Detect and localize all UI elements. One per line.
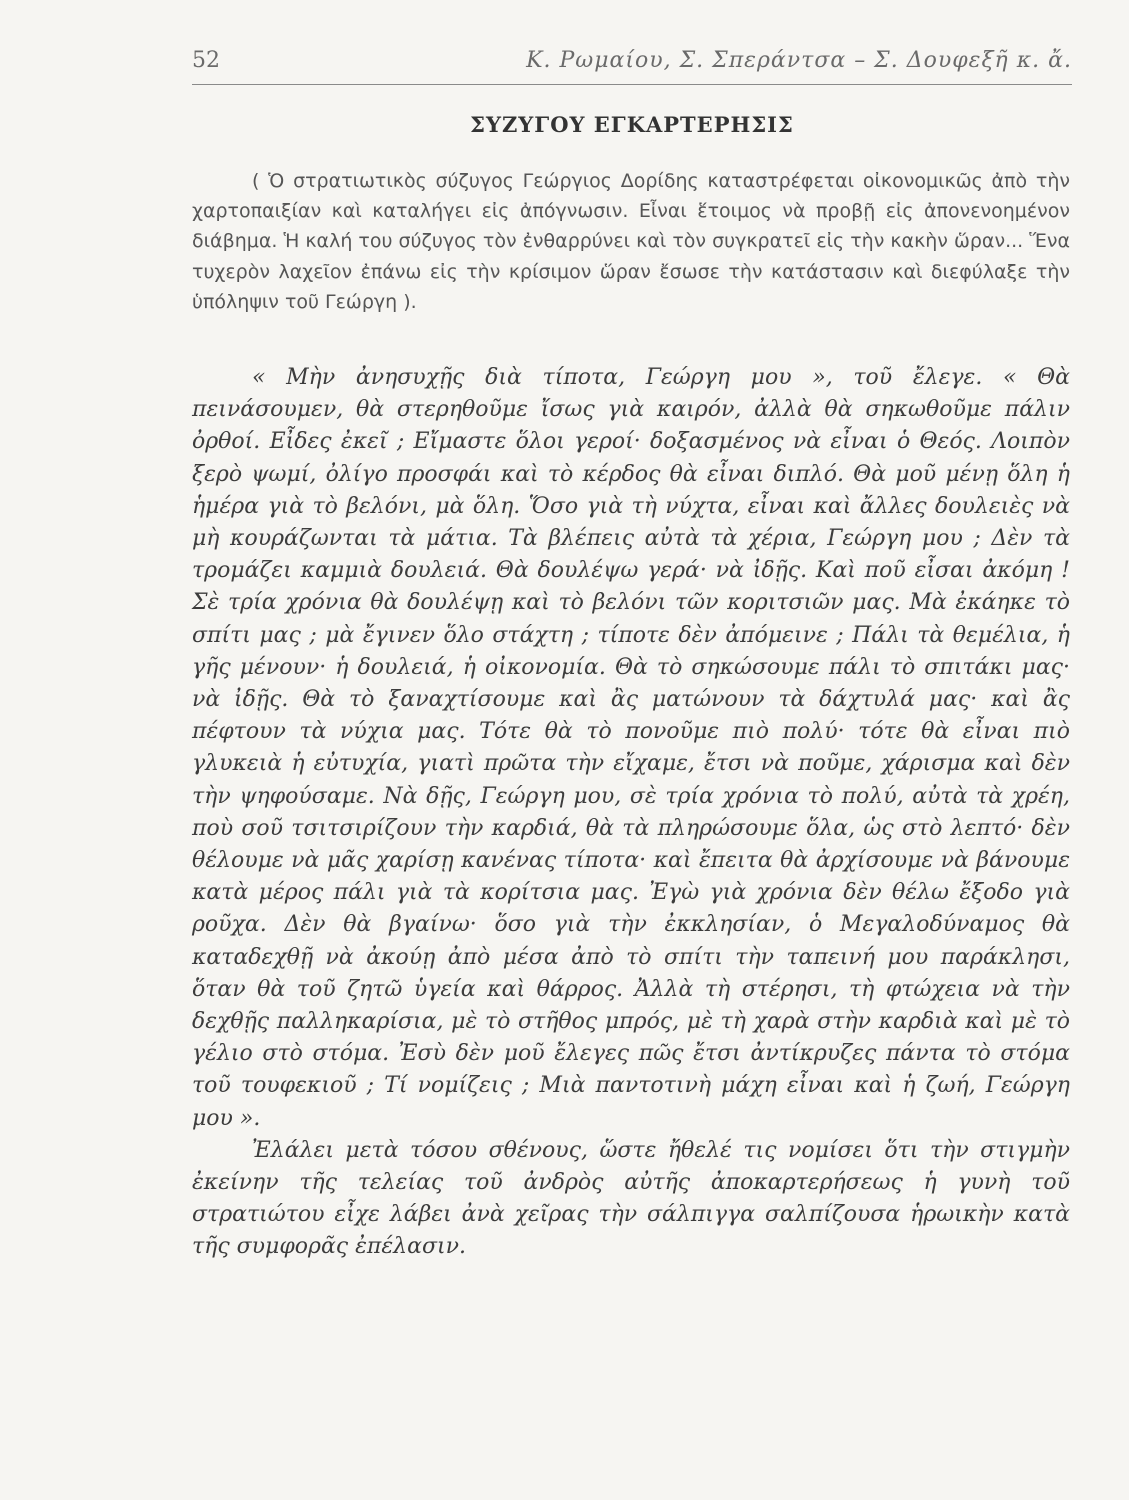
header-rule bbox=[192, 84, 1072, 85]
page-header bbox=[192, 40, 1072, 80]
running-head: Κ. Ρωμαίου, Σ. Σπεράντσα – Σ. Δουφεξῆ κ. ἄ. bbox=[526, 48, 1072, 73]
paragraph: « Μὴν ἀνησυχῇς διὰ τίποτα, Γεώργη μου », τοῦ ἔλεγε. « Θὰ πεινάσουμεν, θὰ στερηθοῦμε ἴσως γιὰ καιρόν, ἀλλὰ θὰ σηκωθοῦμε πάλιν ὀρθοί. Εἶδες ἐκεῖ ; Εἴμαστε ὅλοι γεροί· δοξασμένος νὰ εἶναι ὁ Θεός. Λοιπὸν ξερὸ ψωμί, ὀλίγο προσφάι καὶ τὸ κέρδος θὰ εἶναι διπλό. Θὰ μοῦ μένῃ ὅλη ἡ ἡμέρα γιὰ τὸ βελόνι, μὰ ὅλη. Ὅσο γιὰ τὴ νύχτα, εἶναι καὶ ἄλλες δουλειὲς νὰ μὴ κουράζωνται τὰ μάτια. Τὰ βλέπεις αὐτὰ τὰ χέρια, Γεώργη μου ; Δὲν τὰ τρομάζει καμμιὰ δουλειά. Θὰ δουλέψω γερά· νὰ ἰδῇς. Καὶ ποῦ εἶσαι ἀκόμη ! Σὲ τρία χρόνια θὰ δουλέψῃ καὶ τὸ βελόνι τῶν κοριτσιῶν μας. Μὰ ἐκάηκε τὸ σπίτι μας ; μὰ ἔγινεν ὅλο στάχτη ; τίποτε δὲν ἀπόμεινε ; Πάλι τὰ θεμέλια, ἡ γῆς μένουν· ἡ δουλειά, ἡ οἰκονομία. Θὰ τὸ σηκώσουμε πάλι τὸ σπιτάκι μας· νὰ ἰδῇς. Θὰ τὸ ξαναχτίσουμε καὶ ἂς ματώνουν τὰ δάχτυλά μας· καὶ ἂς πέφτουν τὰ νύχια μας. Τότε θὰ τὸ πονοῦμε πιὸ πολύ· τότε θὰ εἶναι πιὸ γλυκειὰ ἡ εὐτυχία, γιατὶ πρῶτα τὴν εἴχαμε, ἔτσι νὰ ποῦμε, χάρισμα καὶ δὲν τὴν ψηφούσαμε. Νὰ δῇς, Γεώργη μου, σὲ τρία χρόνια τὸ πολύ, αὐτὰ τὰ χρέη, ποὺ σοῦ τσιτσιρίζουν τὴν καρδιά, θὰ τὰ πληρώσουμε ὅλα, ὡς στὸ λεπτό· δὲν θέλουμε νὰ μᾶς χαρίσῃ κανένας τίποτα· καὶ ἔπειτα θὰ ἀρχίσουμε νὰ βάνουμε κατὰ μέρος πάλι γιὰ τὰ κορίτσια μας. Ἐγὼ γιὰ χρόνια δὲν θέλω ἔξοδο γιὰ ροῦχα. Δὲν θὰ βγαίνω· ὅσο γιὰ τὴν ἐκκλησίαν, ὁ Μεγαλοδύναμος θὰ καταδεχθῇ νὰ ἀκούῃ ἀπὸ μέσα ἀπὸ τὸ σπίτι τὴν ταπεινή μου παράκλησι, ὅταν θὰ τοῦ ζητῶ ὑγεία καὶ θάρρος. Ἀλλὰ τὴ στέρησι, τὴ φτώχεια νὰ τὴν δεχθῇς παλληκαρίσια, μὲ τὸ στῆθος μπρός, μὲ τὴ χαρὰ στὴν καρδιὰ καὶ μὲ τὸ γέλιο στὸ στόμα. Ἐσὺ δὲν μοῦ ἔλεγες πῶς ἔτσι ἀντίκρυζες πάντα τὸ στόμα τοῦ τουφεκιοῦ ; Τί νομίζεις ; Μιὰ παντοτινὴ μάχη εἶναι καὶ ἡ ζωή, Γεώργη μου ». bbox=[192, 365, 1070, 1131]
paragraph: Ἐλάλει μετὰ τόσου σθένους, ὥστε ἤθελέ τις νομίσει ὅτι τὴν στιγμὴν ἐκείνην τῆς τελείας τοῦ ἀνδρὸς αὐτῆς ἀποκαρτερήσεως ἡ γυνὴ τοῦ στρατιώτου εἶχε λάβει ἀνὰ χεῖρας τὴν σάλπιγγα σαλπίζουσα ἡρωικὴν κατὰ τῆς συμφορᾶς ἐπέλασιν. bbox=[192, 1137, 1070, 1260]
intro-summary: ( Ὁ στρατιωτικὸς σύζυγος Γεώργιος Δορίδης καταστρέφεται οἰκονομικῶς ἀπὸ τὴν χαρτοπαιξίαν καὶ καταλήγει εἰς ἀπόγνωσιν. Εἶναι ἕτοιμος νὰ προβῇ εἰς ἀπονενοημένον διάβημα. Ἡ καλή του σύζυγος τὸν ἐνθαρρύνει καὶ τὸν συγκρατεῖ εἰς τὴν κακὴν ὥραν... Ἕνα τυχερὸν λαχεῖον ἐπάνω εἰς τὴν κρίσιμον ὥραν ἔσωσε τὴν κατάστασιν καὶ διεφύλαξε τὴν ὑπόληψιν τοῦ Γεώργη ). bbox=[192, 170, 1070, 313]
chapter-title: ΣΥΖΥΓΟΥ ΕΓΚΑΡΤΕΡΗΣΙΣ bbox=[470, 112, 794, 137]
page-number: 52 bbox=[192, 48, 220, 73]
body-text bbox=[192, 362, 1070, 1264]
